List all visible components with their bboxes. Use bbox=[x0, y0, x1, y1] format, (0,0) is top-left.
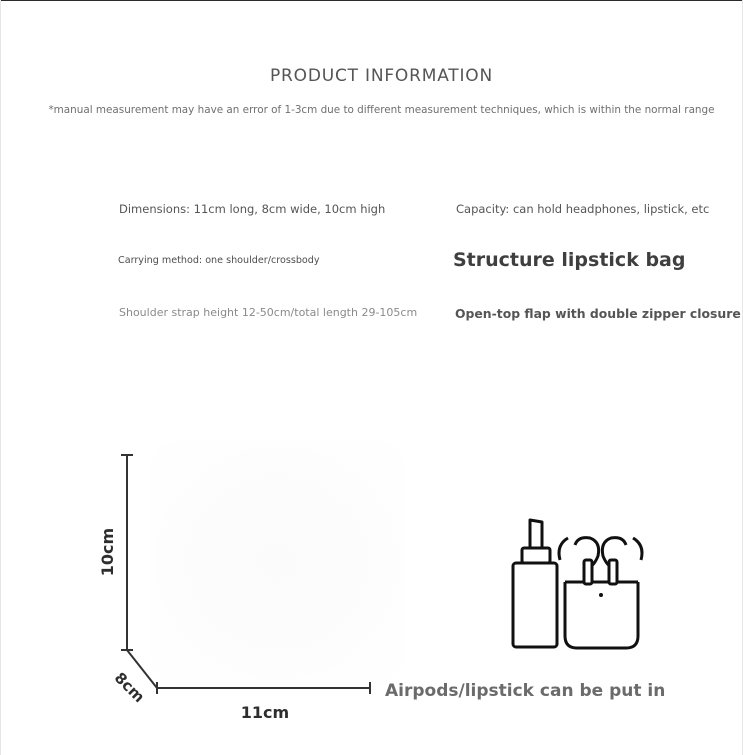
measurement-note: *manual measurement may have an error of 1-3cm due to different measurement techniques, which is within the normal range bbox=[48, 104, 715, 116]
spec-closure: Open-top flap with double zipper closure bbox=[455, 306, 741, 321]
spec-dimensions: Dimensions: 11cm long, 8cm wide, 10cm high bbox=[119, 202, 386, 216]
depth-label: 8cm bbox=[110, 668, 149, 707]
width-label: 11cm bbox=[240, 703, 290, 722]
airpods-case-icon bbox=[559, 538, 642, 648]
structure-heading: Structure lipstick bag bbox=[453, 249, 686, 271]
lipstick-icon bbox=[513, 520, 557, 647]
caption: Airpods/lipstick can be put in bbox=[385, 681, 666, 701]
spec-carrying: Carrying method: one shoulder/crossbody bbox=[118, 255, 320, 266]
page-title: PRODUCT INFORMATION bbox=[269, 66, 493, 86]
spec-capacity: Capacity: can hold headphones, lipstick, etc bbox=[456, 202, 710, 216]
height-label: 10cm bbox=[98, 527, 117, 577]
spec-strap: Shoulder strap height 12-50cm/total length 29-105cm bbox=[119, 306, 418, 319]
